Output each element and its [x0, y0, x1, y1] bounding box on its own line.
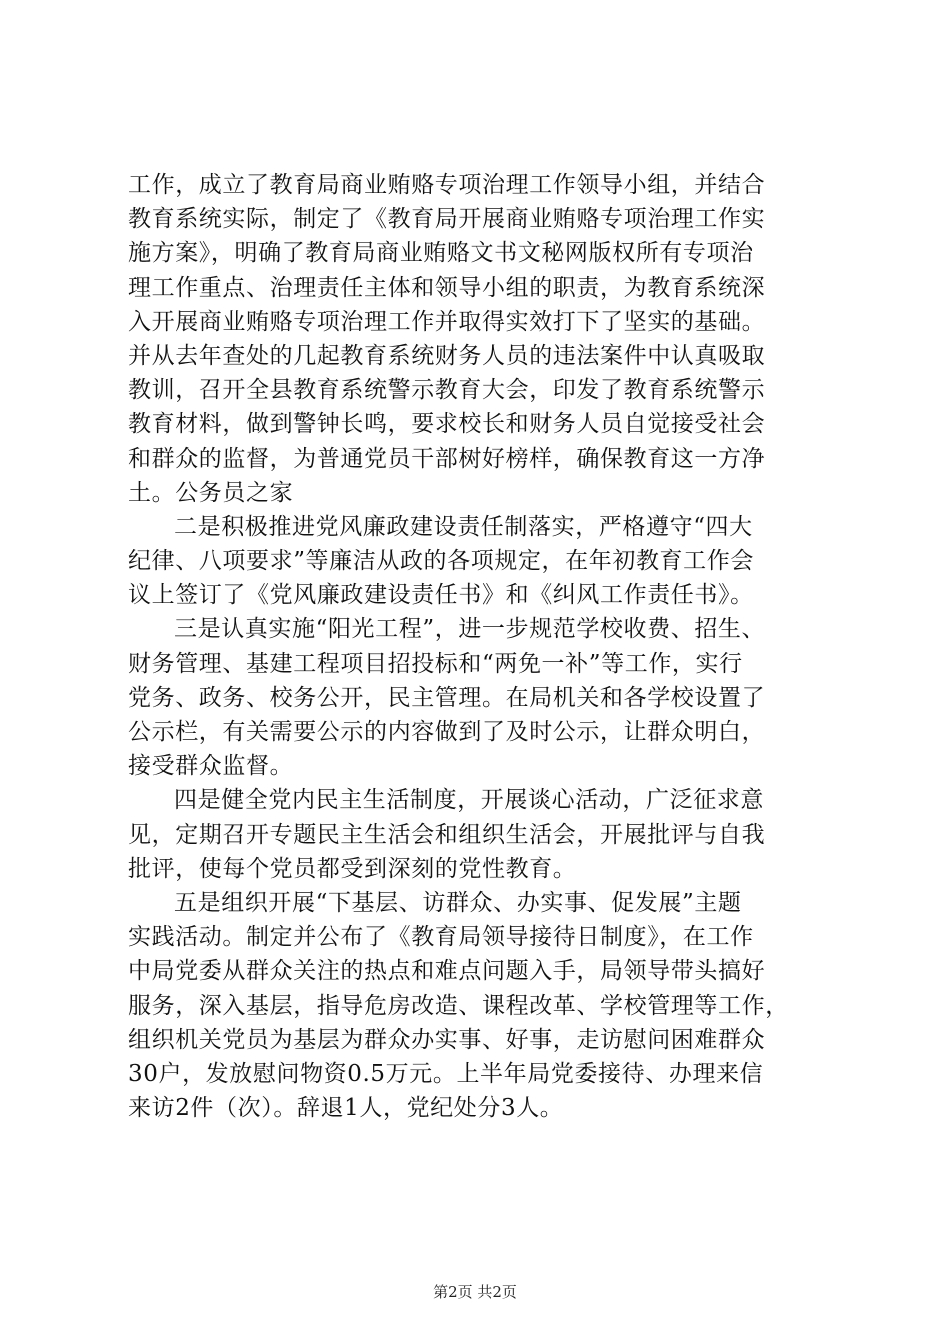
text-line: 来访2件（次）。辞退1人，党纪处分3人。: [128, 1095, 564, 1122]
body-text: [128, 168, 828, 1125]
text-line: 和群众的监督，为普通党员干部树好榜样，确保教育这一方净: [128, 445, 766, 472]
text-line: 入开展商业贿赂专项治理工作并取得实效打下了坚实的基础。: [128, 308, 766, 335]
text-line: 议上签订了《党风廉政建设责任书》和《纠风工作责任书》。: [128, 582, 754, 609]
text-line: 二是积极推进党风廉政建设责任制落实，严格遵守“四大: [174, 513, 753, 540]
text-line: 理工作重点、治理责任主体和领导小组的职责，为教育系统深: [128, 274, 766, 301]
text-line: 三是认真实施“阳光工程”，进一步规范学校收费、招生、: [174, 616, 766, 643]
text-line: 党务、政务、校务公开，民主管理。在局机关和各学校设置了: [128, 684, 766, 711]
text-line: 批评，使每个党员都受到深刻的党性教育。: [128, 855, 577, 882]
text-line: 施方案》，明确了教育局商业贿赂文书文秘网版权所有专项治: [128, 240, 754, 267]
text-line: 工作，成立了教育局商业贿赂专项治理工作领导小组，并结合: [128, 172, 766, 198]
text-line: 接受群众监督。: [128, 753, 294, 780]
text-line: 见，定期召开专题民主生活会和组织生活会，开展批评与自我: [128, 821, 766, 848]
text-line: 四是健全党内民主生活制度，开展谈心活动，广泛征求意: [174, 787, 764, 814]
text-line: 教育系统实际，制定了《教育局开展商业贿赂专项治理工作实: [128, 206, 766, 233]
text-line: 组织机关党员为基层为群众办实事、好事，走访慰问困难群众: [128, 1026, 766, 1053]
text-line: 土。公务员之家: [128, 479, 294, 506]
text-line: 教育材料，做到警钟长鸣，要求校长和财务人员自觉接受社会: [128, 411, 766, 438]
text-line: 30户，发放慰问物资0.5万元。上半年局党委接待、办理来信: [128, 1060, 764, 1087]
text-line: 公示栏，有关需要公示的内容做到了及时公示，让群众明白，: [128, 719, 766, 745]
text-line: 五是组织开展“下基层、访群众、办实事、促发展”主题: [174, 889, 742, 916]
text-line: 实践活动。制定并公布了《教育局领导接待日制度》，在工作: [128, 924, 754, 951]
text-line: 纪律、八项要求”等廉洁从政的各项规定，在年初教育工作会: [128, 548, 754, 575]
page-footer: 第2页 共2页: [433, 1283, 517, 1301]
text-line: 教训，召开全县教育系统警示教育大会，印发了教育系统警示: [128, 377, 766, 404]
text-line: 中局党委从群众关注的热点和难点问题入手，局领导带头搞好: [128, 958, 766, 985]
text-line: 财务管理、基建工程项目招投标和“两免一补”等工作，实行: [128, 650, 743, 677]
text-line: 服务，深入基层，指导危房改造、课程改革、学校管理等工作，: [128, 992, 789, 1019]
text-line: 并从去年查处的几起教育系统财务人员的违法案件中认真吸取: [128, 342, 766, 369]
